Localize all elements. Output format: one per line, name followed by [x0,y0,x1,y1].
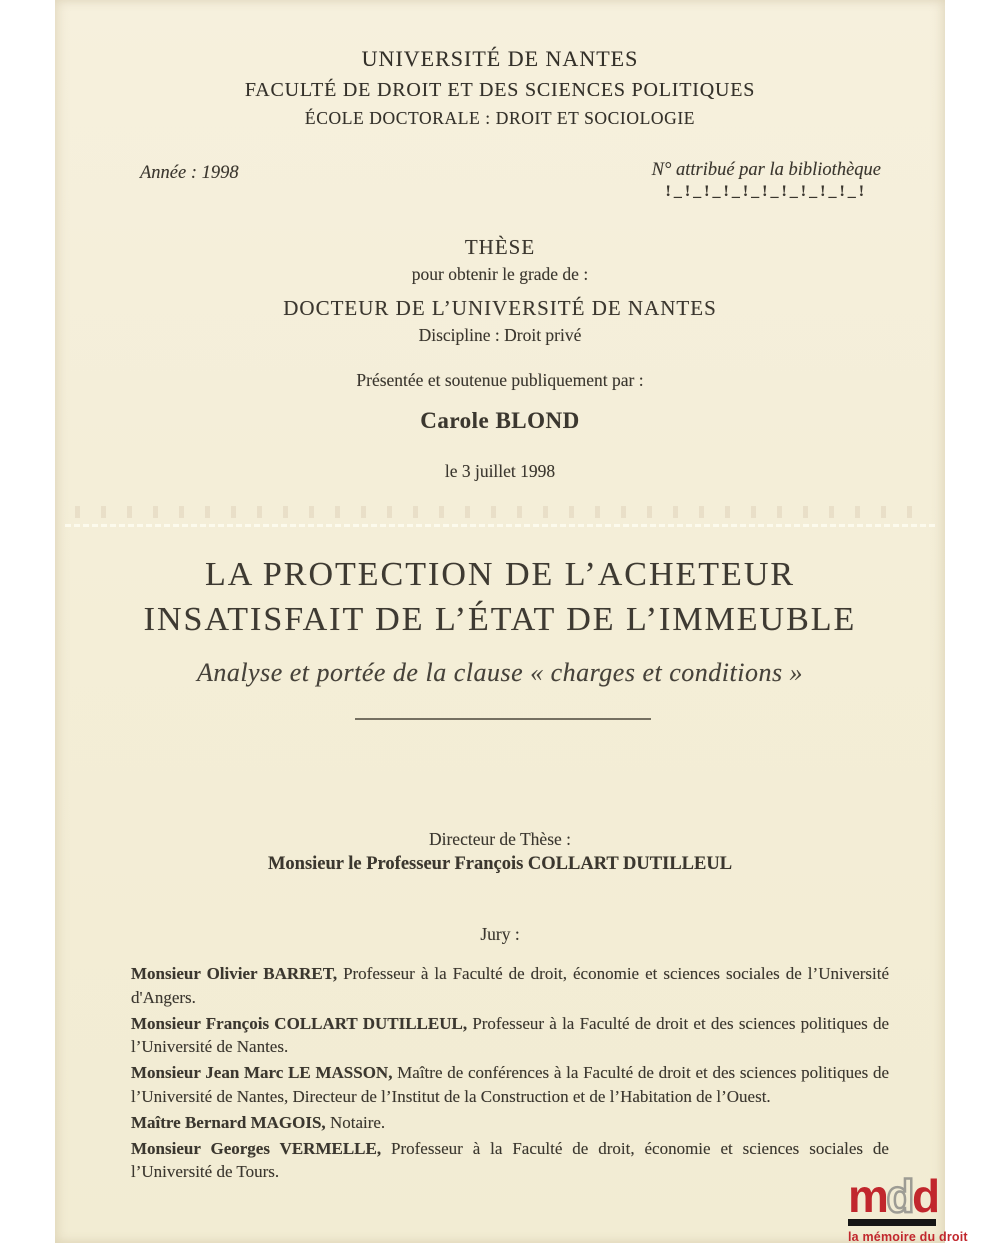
jury-member-name: Monsieur Jean Marc LE MASSON, [131,1063,393,1082]
logo-letter-d-red: d [912,1170,938,1222]
scan-artifact-dots [75,506,925,518]
discipline-line: Discipline : Droit privé [418,325,582,345]
jury-list [131,962,889,1186]
jury-member [131,1137,889,1184]
mdd-logo [848,1170,968,1243]
year-label: Année : 1998 [140,163,239,183]
jury-member-desc: Maître de conférences à la Faculté de droit et des sciences politiques de l’Université de Nantes, Directeur de l’Institut de la Construction et de l’Habitation de l’Ouest. [131,1063,889,1106]
logo-letter-m: m [848,1170,887,1222]
thesis-cover-page [55,0,945,1243]
library-number-label: N° attribué par la bibliothèque [651,160,881,180]
jury-member-name: Monsieur Olivier BARRET, [131,964,338,983]
grade-line: pour obtenir le grade de : [411,264,589,284]
thesis-title-line2: INSATISFAIT DE L’ÉTAT DE L’IMMEUBLE [143,601,857,638]
presented-line: Présentée et soutenue publiquement par : [356,370,644,390]
jury-member-name: Maître Bernard MAGOIS, [131,1112,326,1132]
author-name: Carole BLOND [420,408,580,433]
university-name: UNIVERSITÉ DE NANTES [361,46,639,71]
jury-member-desc: Professeur à la Faculté de droit, économie et sciences sociales de l’Université de Tours. [131,1138,889,1181]
these-heading: THÈSE [464,235,536,259]
thesis-subtitle: Analyse et portée de la clause « charges et conditions » [196,658,804,687]
jury-member-desc: Professeur à la Faculté de droit, économie et sciences sociales de l’Université d'Angers. [131,964,890,1007]
director-name: Monsieur le Professeur François COLLART DUTILLEUL [267,854,733,874]
faculty-name: FACULTÉ DE DROIT ET DES SCIENCES POLITIQUES [244,79,756,101]
jury-label: Jury : [480,924,520,944]
doctoral-school: ÉCOLE DOCTORALE : DROIT ET SOCIOLOGIE [304,108,696,128]
jury-member [131,962,889,1009]
library-number-slots: !_!_!_!_!_!_!_!_!_!_! [665,183,868,200]
logo-letter-d-outline: d [886,1170,913,1222]
subtitle-divider-rule [355,718,651,720]
jury-member [131,1012,889,1059]
scan-artifact-dashes [65,524,935,527]
degree-line: DOCTEUR DE L’UNIVERSITÉ DE NANTES [283,296,717,320]
jury-member-name: Monsieur Georges VERMELLE, [131,1138,382,1158]
jury-member [131,1111,889,1135]
defense-date: le 3 juillet 1998 [444,461,556,481]
logo-tagline: la mémoire du droit [848,1230,968,1243]
thesis-title-line1: LA PROTECTION DE L’ACHETEUR [204,556,796,593]
jury-member-desc: Notaire. [325,1112,386,1132]
jury-member [131,1061,889,1108]
director-label: Directeur de Thèse : [428,829,572,849]
mdd-logo-wordmark [848,1170,958,1222]
jury-member-desc: Professeur à la Faculté de droit et des sciences politiques de l’Université de Nantes. [131,1013,890,1056]
jury-member-name: Monsieur François COLLART DUTILLEUL, [131,1013,468,1033]
library-number-block [652,160,881,201]
